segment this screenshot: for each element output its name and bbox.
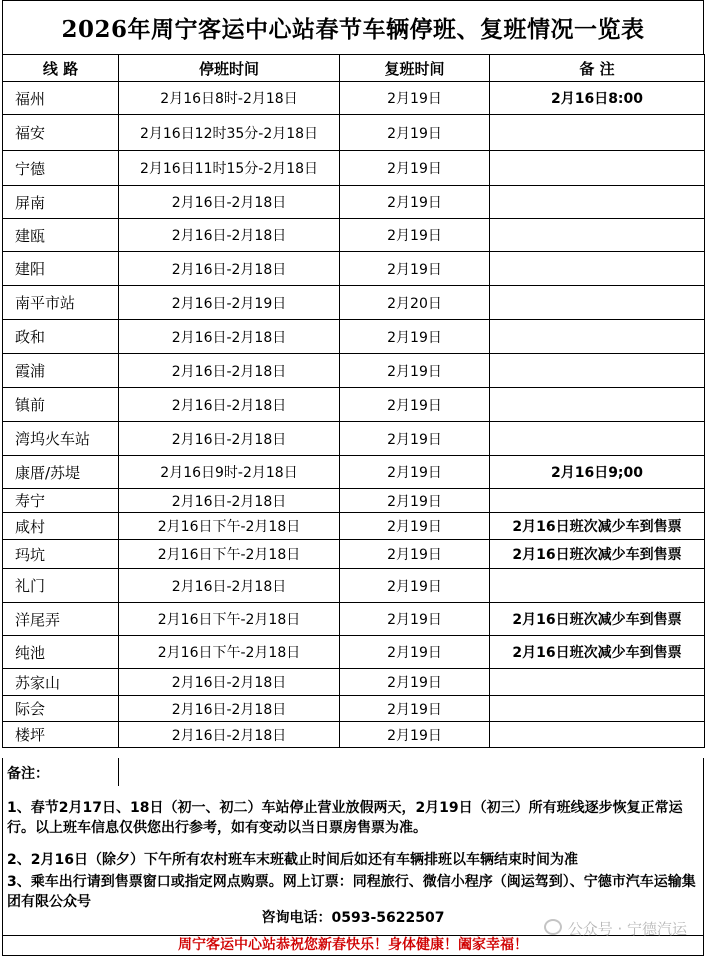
resume-time-cell: 2月19日: [340, 151, 490, 186]
note-item-1: 1、春节2月17日、18日（初一、初二）车站停止营业放假两天，2月19日（初三）所有班线逐步恢复正常运行。以上班车信息仅供您出行参考，如有变动以当日票房售票为准。: [7, 800, 683, 836]
table-row: [3, 722, 705, 748]
stop-time-cell: 2月16日-2月19日: [119, 286, 340, 320]
resume-time-cell: 2月19日: [340, 219, 490, 252]
stop-time-cell: 2月16日8时-2月18日: [119, 82, 340, 115]
greeting-banner: 周宁客运中心站恭祝您新春快乐！身体健康！阖家幸福！: [2, 936, 704, 956]
route-cell: 礼门: [3, 569, 119, 603]
note-cell: [490, 388, 705, 422]
note-cell: 2月16日9;00: [490, 456, 705, 489]
contact-phone: 咨询电话：0593-5622507: [261, 910, 445, 926]
resume-time-cell: 2月19日: [340, 513, 490, 540]
note-cell: 2月16日8:00: [490, 82, 705, 115]
table-row: [3, 219, 705, 252]
resume-time-cell: 2月20日: [340, 286, 490, 320]
stop-time-cell: 2月16日下午-2月18日: [119, 603, 340, 636]
resume-time-cell: 2月19日: [340, 489, 490, 513]
resume-time-cell: 2月19日: [340, 115, 490, 151]
note-cell: [490, 696, 705, 722]
route-cell: 洋尾弄: [3, 603, 119, 636]
stop-time-cell: 2月16日-2月18日: [119, 696, 340, 722]
route-cell: 镇前: [3, 388, 119, 422]
table-header-row: [3, 55, 705, 82]
stop-time-cell: 2月16日11时15分-2月18日: [119, 151, 340, 186]
stop-time-cell: 2月16日-2月18日: [119, 569, 340, 603]
wechat-icon: [544, 919, 562, 935]
stop-time-cell: 2月16日-2月18日: [119, 219, 340, 252]
route-cell: 政和: [3, 320, 119, 354]
note-item-2: 2、2月16日（除夕）下午所有农村班车末班截止时间后如还有车辆排班以车辆结束时间为准: [7, 852, 578, 868]
note-cell: [490, 354, 705, 388]
stop-time-cell: 2月16日-2月18日: [119, 320, 340, 354]
route-cell: 际会: [3, 696, 119, 722]
resume-time-cell: 2月19日: [340, 320, 490, 354]
route-cell: 屏南: [3, 186, 119, 219]
resume-time-cell: 2月19日: [340, 82, 490, 115]
col-header-resume-time: 复班时间: [340, 55, 490, 82]
page-title: 2026年周宁客运中心站春节车辆停班、复班情况一览表: [2, 0, 704, 54]
stop-time-cell: 2月16日下午-2月18日: [119, 636, 340, 669]
route-cell: 玛坑: [3, 540, 119, 569]
note-cell: [490, 422, 705, 456]
route-cell: 建瓯: [3, 219, 119, 252]
stop-time-cell: 2月16日-2月18日: [119, 722, 340, 748]
table-row: [3, 489, 705, 513]
notes-label: 备注：: [7, 766, 49, 782]
route-cell: 霞浦: [3, 354, 119, 388]
resume-time-cell: 2月19日: [340, 569, 490, 603]
note-cell: [490, 252, 705, 286]
route-cell: 福州: [3, 82, 119, 115]
note-cell: [490, 569, 705, 603]
note-cell: [490, 219, 705, 252]
table-row: [3, 286, 705, 320]
table-row: [3, 354, 705, 388]
table-row: [3, 186, 705, 219]
col-header-note: 备 注: [490, 55, 705, 82]
stop-time-cell: 2月16日-2月18日: [119, 186, 340, 219]
resume-time-cell: 2月19日: [340, 456, 490, 489]
table-row: [3, 320, 705, 354]
route-cell: 建阳: [3, 252, 119, 286]
table-row: [3, 540, 705, 569]
route-cell: 宁德: [3, 151, 119, 186]
route-cell: 咸村: [3, 513, 119, 540]
note-cell: [490, 186, 705, 219]
table-row: [3, 252, 705, 286]
note-cell: [490, 722, 705, 748]
stop-time-cell: 2月16日-2月18日: [119, 252, 340, 286]
schedule-table: [2, 54, 705, 748]
resume-time-cell: 2月19日: [340, 354, 490, 388]
resume-time-cell: 2月19日: [340, 388, 490, 422]
stop-time-cell: 2月16日-2月18日: [119, 669, 340, 696]
note-cell: 2月16日班次减少车到售票: [490, 513, 705, 540]
table-row: [3, 696, 705, 722]
resume-time-cell: 2月19日: [340, 722, 490, 748]
route-cell: 福安: [3, 115, 119, 151]
stop-time-cell: 2月16日12时35分-2月18日: [119, 115, 340, 151]
table-row: [3, 669, 705, 696]
note-cell: 2月16日班次减少车到售票: [490, 603, 705, 636]
table-row: [3, 513, 705, 540]
table-row: [3, 82, 705, 115]
resume-time-cell: 2月19日: [340, 636, 490, 669]
resume-time-cell: 2月19日: [340, 186, 490, 219]
route-cell: 楼坪: [3, 722, 119, 748]
table-row: [3, 456, 705, 489]
table-row: [3, 115, 705, 151]
route-cell: 寿宁: [3, 489, 119, 513]
col-header-stop-time: 停班时间: [119, 55, 340, 82]
table-row: [3, 422, 705, 456]
note-cell: [490, 489, 705, 513]
resume-time-cell: 2月19日: [340, 603, 490, 636]
stop-time-cell: 2月16日下午-2月18日: [119, 540, 340, 569]
note-cell: [490, 669, 705, 696]
notes-section: [2, 758, 704, 936]
route-cell: 纯池: [3, 636, 119, 669]
notes-divider: [118, 758, 119, 786]
table-row: [3, 569, 705, 603]
table-row: [3, 388, 705, 422]
stop-time-cell: 2月16日-2月18日: [119, 422, 340, 456]
resume-time-cell: 2月19日: [340, 540, 490, 569]
table-row: [3, 151, 705, 186]
stop-time-cell: 2月16日下午-2月18日: [119, 513, 340, 540]
stop-time-cell: 2月16日9时-2月18日: [119, 456, 340, 489]
route-cell: 南平市站: [3, 286, 119, 320]
resume-time-cell: 2月19日: [340, 252, 490, 286]
route-cell: 苏家山: [3, 669, 119, 696]
table-row: [3, 603, 705, 636]
note-cell: [490, 286, 705, 320]
note-cell: [490, 151, 705, 186]
resume-time-cell: 2月19日: [340, 696, 490, 722]
col-header-route: 线 路: [3, 55, 119, 82]
stop-time-cell: 2月16日-2月18日: [119, 388, 340, 422]
route-cell: 湾坞火车站: [3, 422, 119, 456]
route-cell: 康厝/苏堤: [3, 456, 119, 489]
note-cell: [490, 320, 705, 354]
resume-time-cell: 2月19日: [340, 422, 490, 456]
resume-time-cell: 2月19日: [340, 669, 490, 696]
note-cell: 2月16日班次减少车到售票: [490, 540, 705, 569]
note-cell: 2月16日班次减少车到售票: [490, 636, 705, 669]
note-cell: [490, 115, 705, 151]
table-row: [3, 636, 705, 669]
watermark-text: 公众号 · 宁德汽运: [567, 920, 687, 938]
stop-time-cell: 2月16日-2月18日: [119, 354, 340, 388]
note-item-3: 3、乘车出行请到售票窗口或指定网点购票。网上订票：同程旅行、微信小程序（闽运驾到）、宁德市汽车运输集团有限公众号: [7, 874, 696, 910]
stop-time-cell: 2月16日-2月18日: [119, 489, 340, 513]
